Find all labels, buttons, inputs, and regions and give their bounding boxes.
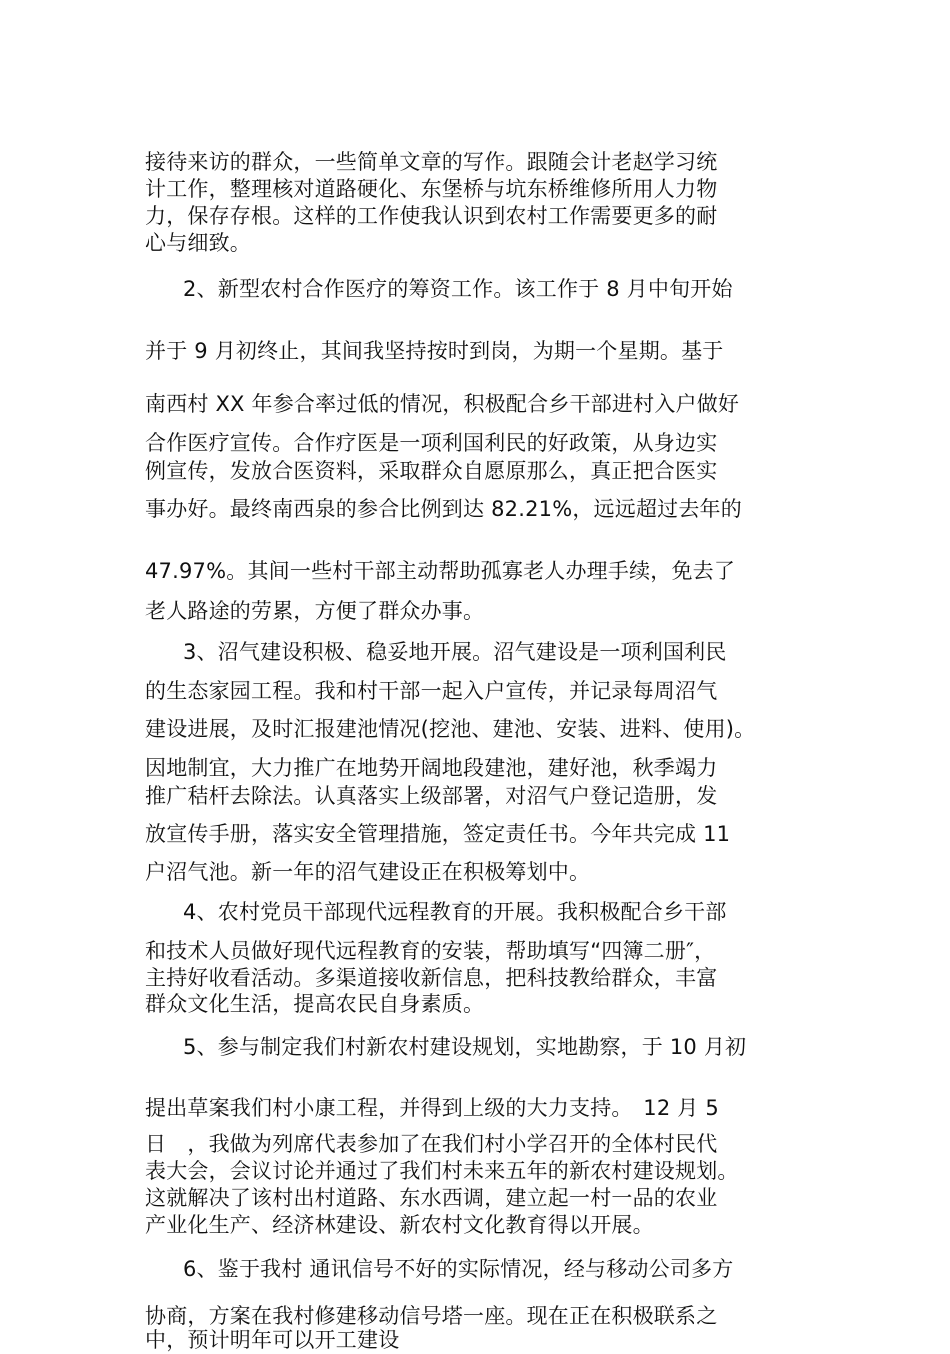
text-line: 产业化生产、经济林建设、新农村文化教育得以开展。 [145,1213,654,1237]
text-line: 主持好收看活动。多渠道接收新信息，把科技教给群众，丰富 [145,966,718,990]
text-line: 建设进展，及时汇报建池情况(挖池、建池、安装、进料、使用)。 [145,717,756,741]
paragraph-start-line: 3、沼气建设积极、稳妥地开展。沼气建设是一项利国利民 [183,640,727,664]
text-line: 47.97%。其间一些村干部主动帮助孤寡老人办理手续，免去了 [145,559,736,583]
text-line: 群众文化生活，提高农民自身素质。 [145,992,485,1016]
text-line: 因地制宜，大力推广在地势开阔地段建池，建好池，秋季竭力 [145,756,718,780]
text-line: 中，预计明年可以开工建设 [145,1328,400,1352]
text-line: 老人路途的劳累，方便了群众办事。 [145,599,485,623]
text-line: 南西村 XX 年参合率过低的情况，积极配合乡干部进村入户做好 [145,392,740,416]
text-line: 提出草案我们村小康工程，并得到上级的大力支持。 12 月 5 [145,1096,719,1120]
text-line: 日 ，我做为列席代表参加了在我们村小学召开的全体村民代 [145,1132,718,1156]
text-line: 并于 9 月初终止，其间我坚持按时到岗，为期一个星期。基于 [145,339,724,363]
paragraph-start-line: 4、农村党员干部现代远程教育的开展。我积极配合乡干部 [183,900,727,924]
text-line: 计工作，整理核对道路硬化、东堡桥与坑东桥维修所用人力物 [145,177,718,201]
text-line: 放宣传手册，落实安全管理措施，签定责任书。今年共完成 11 [145,822,731,846]
text-line: 心与细致。 [145,231,251,255]
paragraph-start-line: 6、鉴于我村 通讯信号不好的实际情况，经与移动公司多方 [183,1257,734,1281]
text-line: 户沼气池。新一年的沼气建设正在积极筹划中。 [145,860,591,884]
text-line: 协商，方案在我村修建移动信号塔一座。现在正在积极联系之 [145,1304,718,1328]
text-line: 合作医疗宣传。合作疗医是一项利国利民的好政策，从身边实 [145,431,718,455]
paragraph-start-line: 5、参与制定我们村新农村建设规划，实地勘察，于 10 月初 [183,1035,747,1059]
text-line: 接待来访的群众，一些简单文章的写作。跟随会计老赵学习统 [145,150,718,174]
text-line: 表大会，会议讨论并通过了我们村未来五年的新农村建设规划。 [145,1159,739,1183]
text-line: 事办好。最终南西泉的参合比例到达 82.21%，远远超过去年的 [145,497,742,521]
text-line: 力，保存存根。这样的工作使我认识到农村工作需要更多的耐 [145,204,718,228]
text-line: 这就解决了该村出村道路、东水西调，建立起一村一品的农业 [145,1186,718,1210]
text-line: 的生态家园工程。我和村干部一起入户宣传，并记录每周沼气 [145,679,718,703]
paragraph-start-line: 2、新型农村合作医疗的筹资工作。该工作于 8 月中旬开始 [183,277,733,301]
text-line: 和技术人员做好现代远程教育的安装，帮助填写“四簿二册″， [145,939,716,963]
text-line: 推广秸杆去除法。认真落实上级部署，对沼气户登记造册，发 [145,784,718,808]
text-line: 例宣传，发放合医资料，采取群众自愿原那么，真正把合医实 [145,459,718,483]
